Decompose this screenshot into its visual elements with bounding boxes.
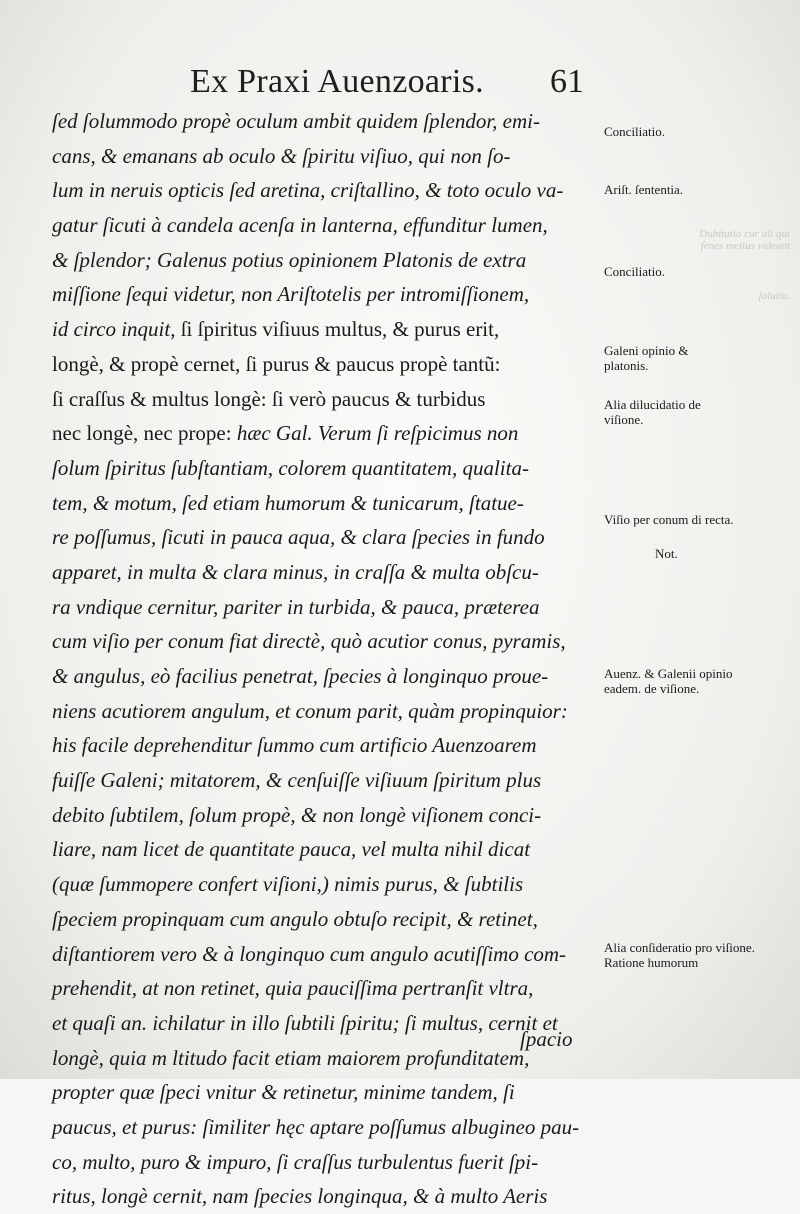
bleed-through-text: Dubitatio cur ali qui ſenes melius videant <box>699 228 790 252</box>
text-line: ſolum ſpiritus ſubſtantiam, colorem quantitatem, qualita- <box>52 455 529 480</box>
text-line: gatur ſicuti à candela acenſa in lanterna, effunditur lumen, <box>52 213 548 238</box>
text-line: et quaſi an. ichilatur in illo ſubtili ſpiritu; ſi multus, cernit et <box>52 1010 558 1035</box>
text-roman: nec longè, nec prope: <box>52 421 237 446</box>
text-line: niens acutiorem angulum, et conum parit, quàm propinquior: <box>52 698 568 723</box>
text-line: lum in neruis opticis ſed aretina, criſtallino, & toto oculo va- <box>52 178 564 203</box>
text-line: longè, & propè cernet, ſi purus & paucus propè tantũ: <box>52 351 501 376</box>
text-line: his facile deprehenditur ſummo cum artificio Auenzoarem <box>52 733 537 758</box>
text-line: prehendit, at non retinet, quia pauciſſima pertranſit vltra, <box>52 976 534 1001</box>
text-line: cans, & emanans ab oculo & ſpiritu viſiuo, qui non ſo- <box>52 143 511 168</box>
text-italic: hæc Gal. Verum ſi reſpicimus non <box>236 421 519 446</box>
margin-note: Auenz. & Galenii opinio eadem. de viſione. <box>604 666 733 696</box>
text-line: co, multo, puro & impuro, ſi craſſus turbulentus fuerit ſpi- <box>52 1149 539 1174</box>
text-line: paucus, et purus: ſimiliter hęc aptare poſſumus albugineo pau- <box>52 1114 580 1139</box>
text-line: tem, & motum, ſed etiam humorum & tunicarum, ſtatue- <box>52 490 524 515</box>
margin-note: Conciliatio. <box>604 264 666 279</box>
text-italic: id circo inquit, <box>52 317 181 342</box>
margin-note: Not. <box>655 546 678 561</box>
catchword: ſpacio <box>520 1027 573 1051</box>
text-line: cum viſio per conum fiat directè, quò acutior conus, pyramis, <box>52 629 566 654</box>
margin-note: Alia conſideratio pro viſione. Ratione humorum <box>604 940 755 970</box>
text-line: (quæ ſummopere confert viſioni,) nimis purus, & ſubtilis <box>52 872 524 897</box>
text-line: ſi craſſus & multus longè: ſi verò paucus & turbidus <box>52 386 486 411</box>
text-line: propter quæ ſpeci vnitur & retinetur, minime tandem, ſi <box>52 1080 515 1105</box>
page-number: 61 <box>550 63 584 100</box>
text-line: miſſione ſequi videtur, non Ariſtotelis per intromiſſionem, <box>52 282 530 307</box>
text-line: debito ſubtilem, ſolum propè, & non longè viſionem conci- <box>52 802 542 827</box>
text-line: ra vndique cernitur, pariter in turbida, & pauca, præterea <box>52 594 540 619</box>
margin-note: Ariſt. ſententia. <box>604 182 684 197</box>
text-line: re poſſumus, ſicuti in pauca aqua, & clara ſpecies in fundo <box>52 525 545 550</box>
text-line: apparet, in multa & clara minus, in craſſa & multa obſcu- <box>52 559 539 584</box>
margin-note: Conciliatio. <box>604 124 666 139</box>
running-head: Ex Praxi Auenzoaris. <box>190 63 484 100</box>
text-roman: ſi ſpiritus viſiuus multus, & purus erit, <box>180 317 500 342</box>
text-line: liare, nam licet de quantitate pauca, vel multa nihil dicat <box>52 837 531 862</box>
text-line: fuiſſe Galeni; mitatorem, & cenſuiſſe viſiuum ſpiritum plus <box>52 768 542 793</box>
text-line: longè, quia m ltitudo facit etiam maiorem profunditatem, <box>52 1045 530 1070</box>
margin-note: Galeni opinio & platonis. <box>604 343 689 373</box>
text-line <box>52 312 612 347</box>
text-line: ſed ſolummodo propè oculum ambit quidem ſplendor, emi- <box>52 109 540 133</box>
text-line: ritus, longè cernit, nam ſpecies longinqua, & à multo Aeris <box>52 1184 548 1209</box>
margin-note: Alia dilucidatio de viſione. <box>604 397 701 427</box>
margin-note: Viſio per conum di recta. <box>604 512 734 527</box>
text-line: diſtantiorem vero & à longinquo cum angulo acutiſſimo com- <box>52 941 567 966</box>
bleed-through-text: ſolutio. <box>758 290 790 302</box>
text-line: & ſplendor; Galenus potius opinionem Platonis de extra <box>52 247 527 272</box>
text-line: ſpeciem propinquam cum angulo obtuſo recipit, & retinet, <box>52 906 538 931</box>
text-line <box>52 416 612 451</box>
text-line: & angulus, eò facilius penetrat, ſpecies à longinquo proue- <box>52 664 549 688</box>
